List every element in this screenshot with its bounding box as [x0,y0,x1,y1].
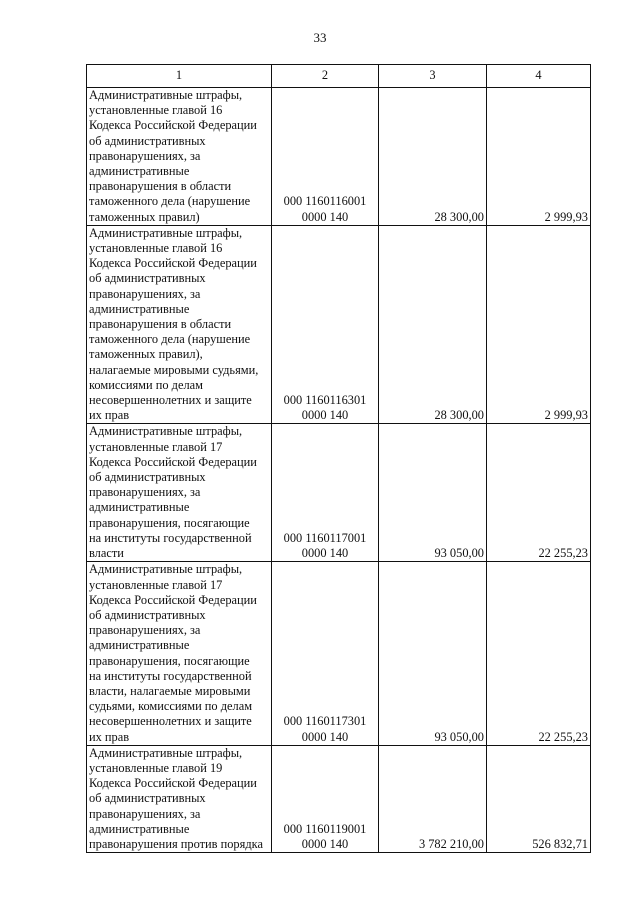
code-line: 000 1160116301 [283,393,367,408]
row-amount-plan-cell: 3 782 210,00 [379,745,487,852]
description-line: правонарушения, посягающие [89,653,250,668]
description-line: установленные главой 17 [89,439,223,454]
code-line: 000 1160117001 [283,530,367,545]
description-line: Административные штрафы, [89,745,243,760]
code-line: 0000 140 [301,408,349,423]
code-line: 0000 140 [301,546,349,561]
description-line: Кодекса Российской Федерации [89,118,257,133]
description-line: их прав [89,729,130,744]
description-line: на институты государственной [89,530,252,545]
description-line: установленные главой 17 [89,577,223,592]
column-header-4: 4 [487,65,591,88]
description-line: административные [89,500,190,515]
description-line: правонарушения, посягающие [89,515,250,530]
row-description-cell [87,424,272,562]
description-line: Кодекса Российской Федерации [89,776,257,791]
table-row [87,745,591,852]
description-line: таможенных правил), [89,347,203,362]
page-number: 33 [313,30,327,45]
table-row [87,424,591,562]
description-line: правонарушения против порядка [89,836,263,851]
description-line: об административных [89,791,206,806]
budget-table [86,64,591,853]
description-line: административные [89,821,190,836]
table-row [87,225,591,424]
description-line: власти, налагаемые мировыми [89,683,251,698]
description-line: правонарушениях, за [89,286,201,301]
row-amount-actual-cell: 2 999,93 [487,88,591,226]
description-line: правонарушениях, за [89,806,201,821]
description-line: административные [89,301,190,316]
description-line: Административные штрафы, [89,225,243,240]
description-line: об административных [89,133,206,148]
table-header-row [87,65,591,88]
description-line: Кодекса Российской Федерации [89,454,257,469]
description-line: правонарушениях, за [89,485,201,500]
description-line: административные [89,164,190,179]
row-description-cell [87,562,272,745]
description-line: таможенного дела (нарушение [89,194,251,209]
code-line: 000 1160116001 [283,194,367,209]
row-amount-plan-cell: 28 300,00 [379,88,487,226]
row-amount-plan-cell: 93 050,00 [379,424,487,562]
code-line: 0000 140 [301,836,349,851]
description-line: на институты государственной [89,668,252,683]
row-amount-actual-cell: 22 255,23 [487,424,591,562]
code-line: 0000 140 [301,209,349,224]
row-code-cell [272,88,379,226]
description-line: власти [89,546,124,561]
description-line: их прав [89,408,130,423]
description-line: правонарушения в области [89,317,232,332]
row-description-cell [87,745,272,852]
column-header-3: 3 [379,65,487,88]
row-code-cell [272,424,379,562]
description-line: об административных [89,271,206,286]
row-description-cell [87,225,272,424]
description-line: таможенного дела (нарушение [89,332,251,347]
description-line: налагаемые мировыми судьями, [89,362,259,377]
description-line: правонарушениях, за [89,148,201,163]
description-line: Кодекса Российской Федерации [89,592,257,607]
budget-table-container [86,64,590,853]
row-amount-actual-cell: 2 999,93 [487,225,591,424]
description-line: таможенных правил) [89,209,200,224]
description-line: об административных [89,470,206,485]
column-header-1: 1 [87,65,272,88]
row-code-cell [272,225,379,424]
description-line: установленные главой 16 [89,241,223,256]
description-line: правонарушениях, за [89,623,201,638]
row-amount-plan-cell: 93 050,00 [379,562,487,745]
description-line: установленные главой 19 [89,760,223,775]
description-line: судьями, комиссиями по делам [89,699,253,714]
table-row [87,562,591,745]
description-line: несовершеннолетних и защите [89,714,252,729]
row-code-cell [272,562,379,745]
description-line: Административные штрафы, [89,424,243,439]
description-line: комиссиями по делам [89,377,203,392]
description-line: Кодекса Российской Федерации [89,256,257,271]
code-line: 000 1160117301 [283,714,367,729]
description-line: правонарушения в области [89,179,232,194]
row-code-cell [272,745,379,852]
row-amount-actual-cell: 22 255,23 [487,562,591,745]
table-row [87,88,591,226]
column-header-2: 2 [272,65,379,88]
description-line: Административные штрафы, [89,88,243,102]
description-line: установленные главой 16 [89,103,223,118]
description-line: Административные штрафы, [89,562,243,577]
description-line: административные [89,638,190,653]
row-amount-actual-cell: 526 832,71 [487,745,591,852]
code-line: 0000 140 [301,729,349,744]
row-amount-plan-cell: 28 300,00 [379,225,487,424]
description-line: об административных [89,607,206,622]
table-body [87,65,591,853]
code-line: 000 1160119001 [283,821,367,836]
description-line: несовершеннолетних и защите [89,393,252,408]
row-description-cell [87,88,272,226]
